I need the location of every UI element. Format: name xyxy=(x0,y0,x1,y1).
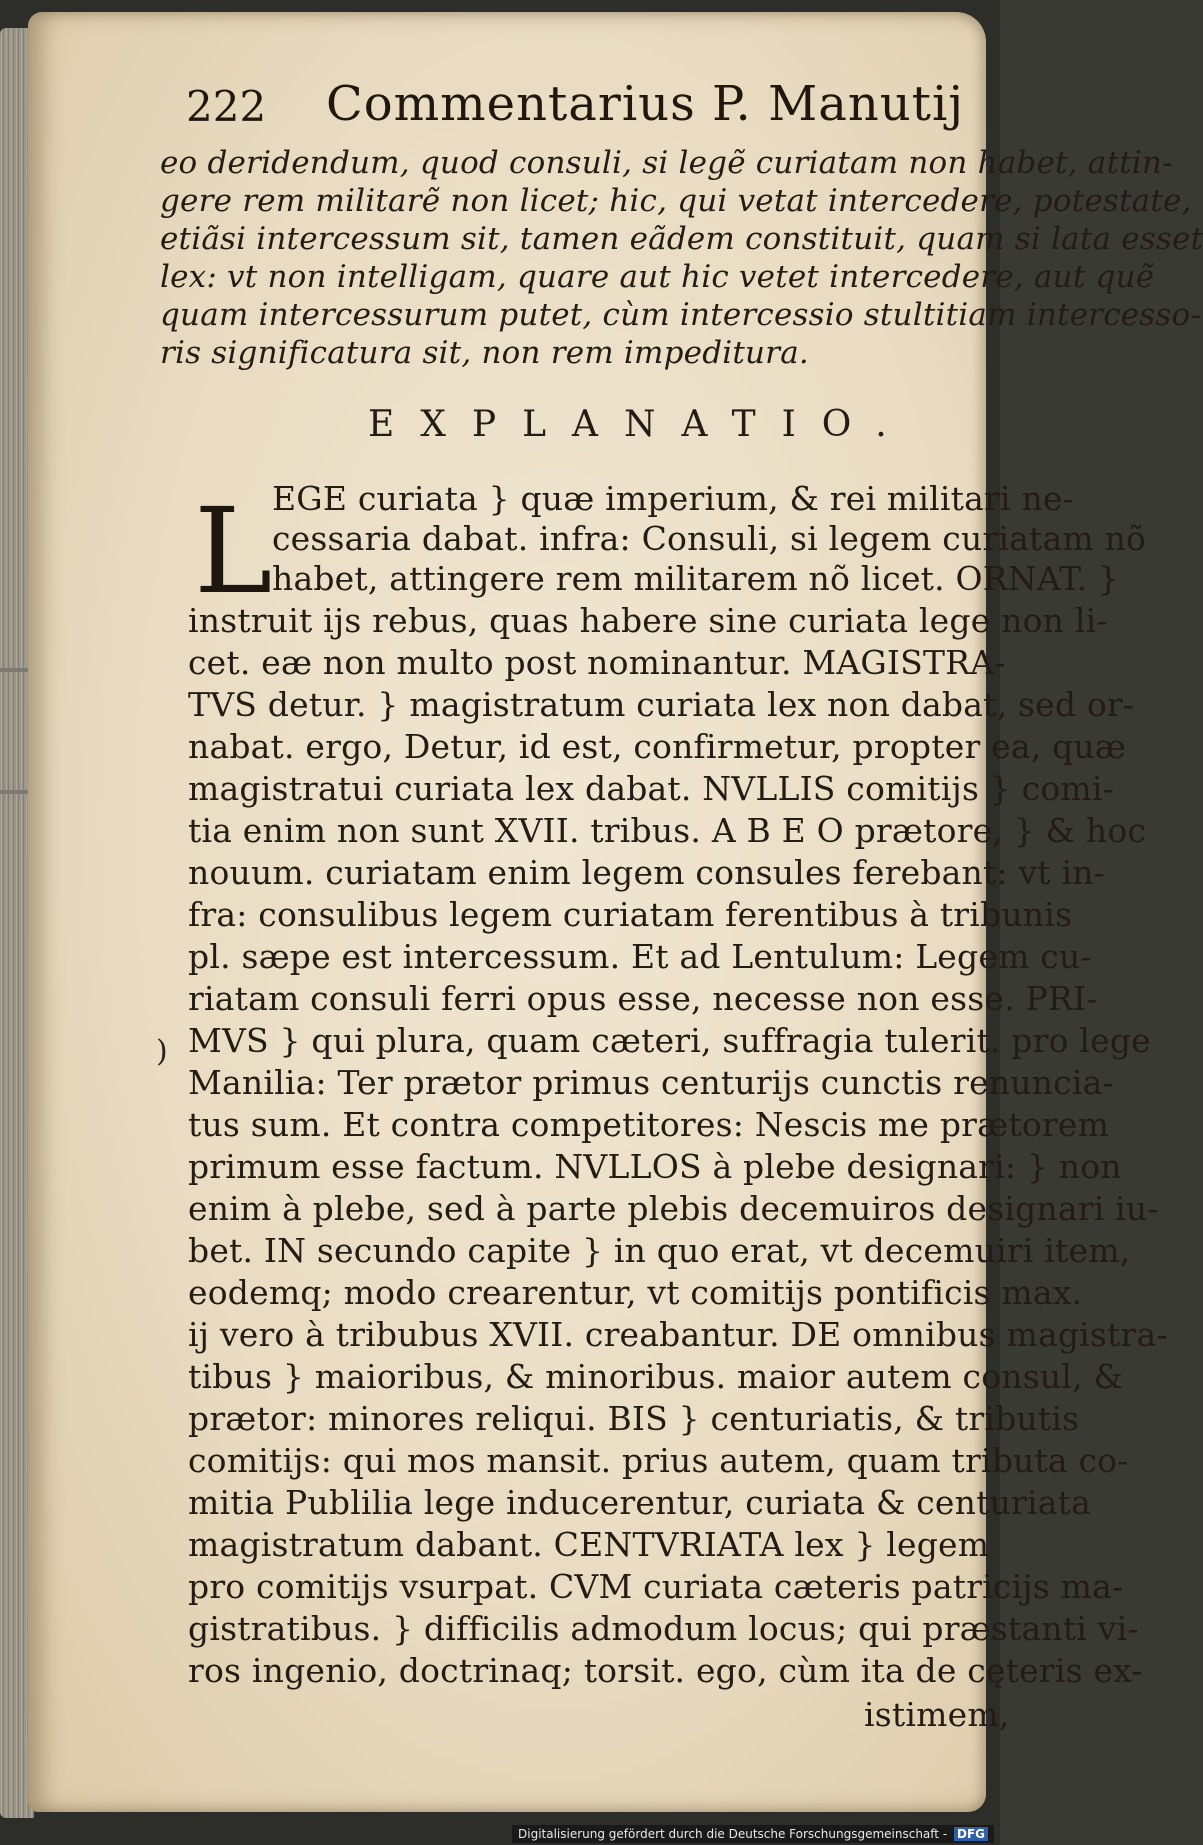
explanation-line: primum esse factum. NVLLOS à plebe designari: } non xyxy=(188,1147,1122,1186)
explanation-line: magistratum dabant. CENTVRIATA lex } legem xyxy=(188,1525,990,1564)
explanation-line: riatam consuli ferri opus esse, necesse non esse. PRI- xyxy=(188,979,1098,1018)
explanation-line: nouum. curiatam enim legem consules ferebant: vt in- xyxy=(188,853,1106,892)
margin-mark: ) xyxy=(156,1034,168,1069)
running-head: Commentarius P. Manutij xyxy=(326,76,965,132)
digitization-credit-text: Digitalisierung gefördert durch die Deutsche Forschungsgemeinschaft - xyxy=(518,1827,948,1841)
explanation-line: mitia Publilia lege inducerentur, curiata & centuriata xyxy=(188,1483,1091,1522)
explanation-line: fra: consulibus legem curiatam ferentibus à tribunis xyxy=(188,895,1073,934)
passage-line: lex: vt non intelligam, quare aut hic vetet intercedere, aut quẽ xyxy=(160,259,1155,295)
digitization-credit xyxy=(512,1825,994,1843)
section-title: EXPLANATIO. xyxy=(368,404,913,445)
explanation-line: TVS detur. } magistratum curiata lex non dabat, sed or- xyxy=(188,685,1135,724)
explanation-line: nabat. ergo, Detur, id est, confirmetur, propter ea, quæ xyxy=(188,727,1127,766)
explanation-line: comitijs: qui mos mansit. prius autem, quam tributa co- xyxy=(188,1441,1129,1480)
explanation-line: instruit ijs rebus, quas habere sine curiata lege non li- xyxy=(188,601,1108,640)
explanation-line: habet, attingere rem militarem nõ licet. ORNAT. } xyxy=(272,559,1120,598)
explanation-line: gistratibus. } difficilis admodum locus; qui præstanti vi- xyxy=(188,1609,1139,1648)
passage-line: etiãsi intercessum sit, tamen eãdem constituit, quam si lata esset xyxy=(160,221,1203,257)
passage-line: quam intercessurum putet, cùm intercessio stultitiam intercesso- xyxy=(160,297,1202,333)
passage-line: gere rem militarẽ non licet; hic, qui vetat intercedere, potestate, xyxy=(160,183,1192,219)
explanation-line: tia enim non sunt XVII. tribus. A B E O prætore, } & hoc xyxy=(188,811,1147,850)
explanation-line: ros ingenio, doctrinaq; torsit. ego, cùm ita de cęteris ex- xyxy=(188,1651,1143,1690)
explanation-line: bet. IN secundo capite } in quo erat, vt decemuiri item, xyxy=(188,1231,1131,1270)
explanation-line: prætor: minores reliqui. BIS } centuriatis, & tributis xyxy=(188,1399,1080,1438)
explanation-line: EGE curiata } quæ imperium, & rei militari ne- xyxy=(272,479,1074,518)
page-number: 222 xyxy=(186,82,267,131)
explanation-line: pro comitijs vsurpat. CVM curiata cæteris patricijs ma- xyxy=(188,1567,1124,1606)
book-page xyxy=(28,12,1203,1812)
explanation-line: eodemq; modo crearentur, vt comitijs pontificis max. xyxy=(188,1273,1083,1312)
explanation-line: tus sum. Et contra competitores: Nescis me prætorem xyxy=(188,1105,1110,1144)
explanation-line: ij vero à tribubus XVII. creabantur. DE omnibus magistra- xyxy=(188,1315,1168,1354)
passage-line: eo deridendum, quod consuli, si legẽ curiatam non habet, attin- xyxy=(160,145,1173,181)
explanation-line: tibus } maioribus, & minoribus. maior autem consul, & xyxy=(188,1357,1124,1396)
page-text xyxy=(28,12,1203,1812)
explanation-line: Manilia: Ter prætor primus centurijs cunctis renuncia- xyxy=(188,1063,1114,1102)
explanation-line: magistratui curiata lex dabat. NVLLIS comitijs } comi- xyxy=(188,769,1115,808)
explanation-line: cessaria dabat. infra: Consuli, si legem curiatam nõ xyxy=(272,519,1147,558)
explanation-line: pl. sæpe est intercessum. Et ad Lentulum: Legem cu- xyxy=(188,937,1092,976)
explanation-line: MVS } qui plura, quam cæteri, suffragia tulerit. pro lege xyxy=(188,1021,1151,1060)
passage-line: ris significatura sit, non rem impeditura. xyxy=(160,335,809,371)
explanation-line: enim à plebe, sed à parte plebis decemuiros designari iu- xyxy=(188,1189,1159,1228)
catchword: istimem, xyxy=(864,1695,1010,1734)
drop-cap: L xyxy=(194,482,273,620)
explanation-line: cet. eæ non multo post nominantur. MAGISTRA- xyxy=(188,643,1006,682)
dfg-logo: DFG xyxy=(954,1827,988,1841)
